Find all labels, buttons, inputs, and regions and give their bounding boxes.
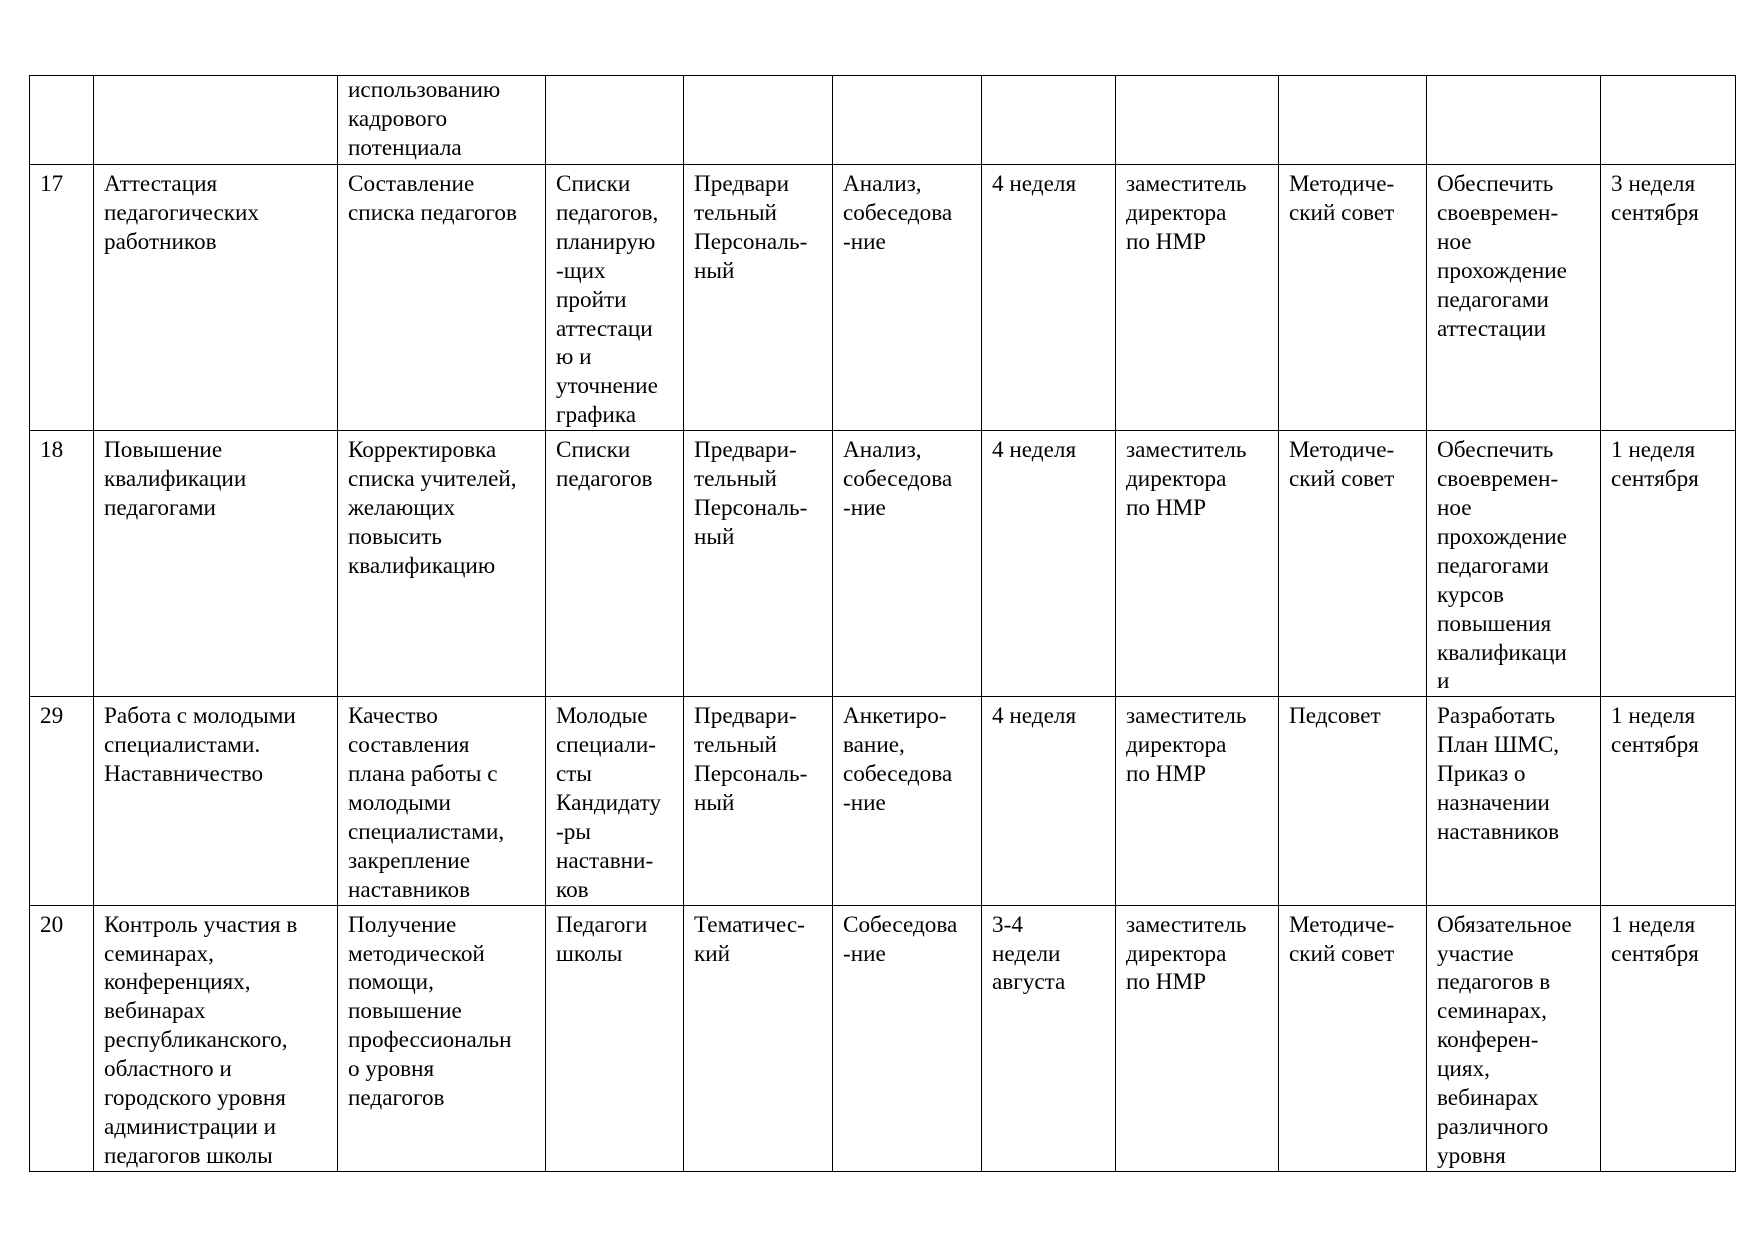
cell-deadline: 1 неделя сентября	[1601, 697, 1736, 905]
cell-number: 18	[30, 431, 94, 697]
cell-review: Методиче- ский совет	[1279, 165, 1427, 431]
cell-object: Списки педагогов, планирую -щих пройти аттестаци ю и уточнение графика	[546, 165, 684, 431]
cell-goal: использованию кадрового потенциала	[338, 76, 546, 165]
cell-decision: Разработать План ШМС, Приказ о назначении наставников	[1427, 697, 1601, 905]
cell-responsible: заместитель директора по НМР	[1116, 165, 1279, 431]
cell-review: Педсовет	[1279, 697, 1427, 905]
cell-goal: Составление списка педагогов	[338, 165, 546, 431]
cell-direction	[94, 76, 338, 165]
cell-object: Списки педагогов	[546, 431, 684, 697]
cell-goal: Получение методической помощи, повышение профессиональн о уровня педагогов	[338, 905, 546, 1171]
table-row	[30, 905, 1736, 1171]
cell-review: Методиче- ский совет	[1279, 905, 1427, 1171]
cell-responsible: заместитель директора по НМР	[1116, 905, 1279, 1171]
cell-direction: Повышение квалификации педагогами	[94, 431, 338, 697]
cell-number: 17	[30, 165, 94, 431]
table-row	[30, 76, 1736, 165]
cell-timing: 3-4 недели августа	[982, 905, 1116, 1171]
cell-responsible: заместитель директора по НМР	[1116, 431, 1279, 697]
cell-method: Анкетиро- вание, собеседова -ние	[833, 697, 982, 905]
cell-timing: 4 неделя	[982, 165, 1116, 431]
cell-decision: Обеспечить своевремен- ное прохождение педагогами курсов повышения квалификаци и	[1427, 431, 1601, 697]
cell-deadline: 1 неделя сентября	[1601, 431, 1736, 697]
cell-direction: Контроль участия в семинарах, конференциях, вебинарах республиканского, областного и городского уровня администрации и педагогов школы	[94, 905, 338, 1171]
cell-number: 20	[30, 905, 94, 1171]
cell-method: Анализ, собеседова -ние	[833, 431, 982, 697]
cell-direction: Аттестация педагогических работников	[94, 165, 338, 431]
cell-goal: Корректировка списка учителей, желающих повысить квалификацию	[338, 431, 546, 697]
cell-timing: 4 неделя	[982, 697, 1116, 905]
cell-deadline	[1601, 76, 1736, 165]
cell-control-type: Предвари тельный Персональ- ный	[684, 165, 833, 431]
cell-method: Анализ, собеседова -ние	[833, 165, 982, 431]
cell-object: Молодые специали- сты Кандидату -ры наставни- ков	[546, 697, 684, 905]
cell-decision: Обеспечить своевремен- ное прохождение педагогами аттестации	[1427, 165, 1601, 431]
cell-direction: Работа с молодыми специалистами. Наставничество	[94, 697, 338, 905]
cell-deadline: 3 неделя сентября	[1601, 165, 1736, 431]
cell-method	[833, 76, 982, 165]
cell-control-type: Предвари- тельный Персональ- ный	[684, 697, 833, 905]
cell-review	[1279, 76, 1427, 165]
cell-deadline: 1 неделя сентября	[1601, 905, 1736, 1171]
cell-method: Собеседова -ние	[833, 905, 982, 1171]
cell-timing: 4 неделя	[982, 431, 1116, 697]
cell-object	[546, 76, 684, 165]
cell-decision: Обязательное участие педагогов в семинарах, конферен- циях, вебинарах различного уровня	[1427, 905, 1601, 1171]
cell-review: Методиче- ский совет	[1279, 431, 1427, 697]
cell-goal: Качество составления плана работы с молодыми специалистами, закрепление наставников	[338, 697, 546, 905]
cell-control-type	[684, 76, 833, 165]
cell-number	[30, 76, 94, 165]
cell-responsible	[1116, 76, 1279, 165]
cell-decision	[1427, 76, 1601, 165]
table-row	[30, 697, 1736, 905]
table-row	[30, 165, 1736, 431]
cell-timing	[982, 76, 1116, 165]
control-plan-table	[29, 75, 1736, 1172]
cell-control-type: Предвари- тельный Персональ- ный	[684, 431, 833, 697]
cell-object: Педагоги школы	[546, 905, 684, 1171]
cell-responsible: заместитель директора по НМР	[1116, 697, 1279, 905]
cell-control-type: Тематичес- кий	[684, 905, 833, 1171]
table-row	[30, 431, 1736, 697]
cell-number: 29	[30, 697, 94, 905]
